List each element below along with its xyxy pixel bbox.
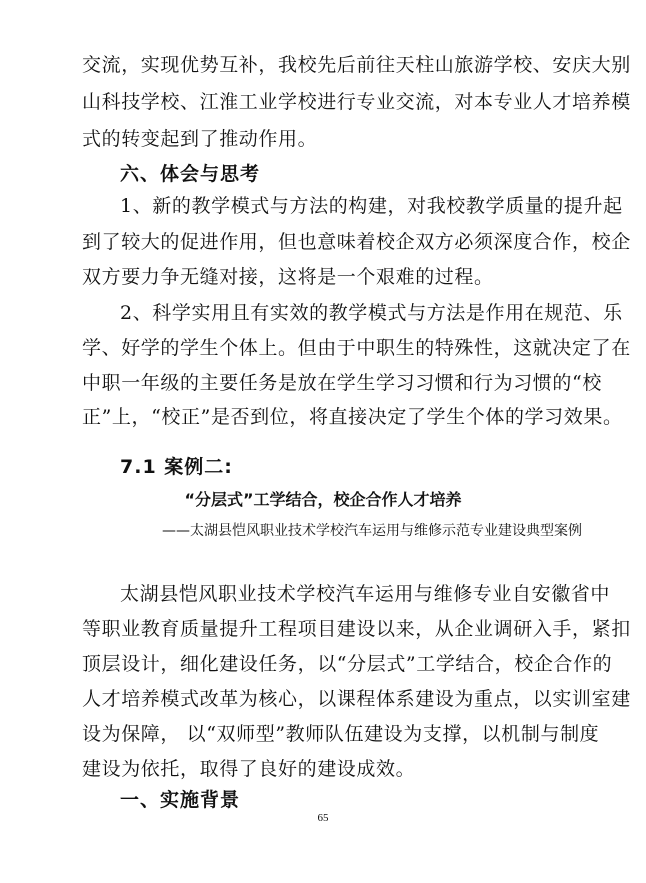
section-six-item2-line-3: 中职一年级的主要任务是放在学生学习习惯和行为习惯的“校 (82, 372, 602, 394)
section-six-item1-line-2: 到了较大的促进作用，但也意味着校企双方必须深度合作，校企 (82, 231, 631, 253)
intro-line-3: 式的转变起到了推动作用。 (82, 128, 318, 150)
page-number: 65 (317, 812, 329, 824)
case-two-body-line-6: 建设为依托，取得了良好的建设成效。 (82, 758, 416, 780)
intro-line-2: 山科技学校、江淮工业学校进行专业交流，对本专业人才培养模 (82, 91, 631, 113)
case-two-body-line-5: 设为保障， 以“双师型”教师队伍建设为支撑，以机制与制度 (82, 723, 600, 745)
case-two-title: “分层式”工学结合，校企合作人才培养 (184, 490, 462, 509)
case-two-heading: 7.1 案例二: (120, 456, 233, 478)
case-two-body-line-4: 人才培养模式改革为核心，以课程体系建设为重点，以实训室建 (82, 688, 631, 710)
section-one-heading: 一、实施背景 (120, 789, 241, 811)
section-six-item2-line-1: 2、科学实用且有实效的教学模式与方法是作用在规范、乐 (120, 302, 623, 324)
section-six-heading: 六、体会与思考 (120, 163, 261, 185)
intro-line-1: 交流，实现优势互补，我校先后前往天柱山旅游学校、安庆大别 (82, 54, 631, 76)
case-two-body-line-2: 等职业教育质量提升工程项目建设以来，从企业调研入手，紧扣 (82, 618, 631, 640)
case-two-body-line-1: 太湖县恺风职业技术学校汽车运用与维修专业自安徽省中 (120, 583, 611, 605)
case-two-body-line-3: 顶层设计，细化建设任务，以“分层式”工学结合，校企合作的 (82, 653, 613, 675)
section-six-item1-line-3: 双方要力争无缝对接，这将是一个艰难的过程。 (82, 266, 494, 288)
section-six-item2-line-4: 正”上，“校正”是否到位，将直接决定了学生个体的学习效果。 (82, 406, 623, 428)
case-two-subtitle: ——太湖县恺风职业技术学校汽车运用与维修示范专业建设典型案例 (162, 523, 582, 539)
section-six-item1-line-1: 1、新的教学模式与方法的构建，对我校教学质量的提升起 (120, 195, 623, 217)
section-six-item2-line-2: 学、好学的学生个体上。但由于中职生的特殊性，这就决定了在 (82, 337, 631, 359)
